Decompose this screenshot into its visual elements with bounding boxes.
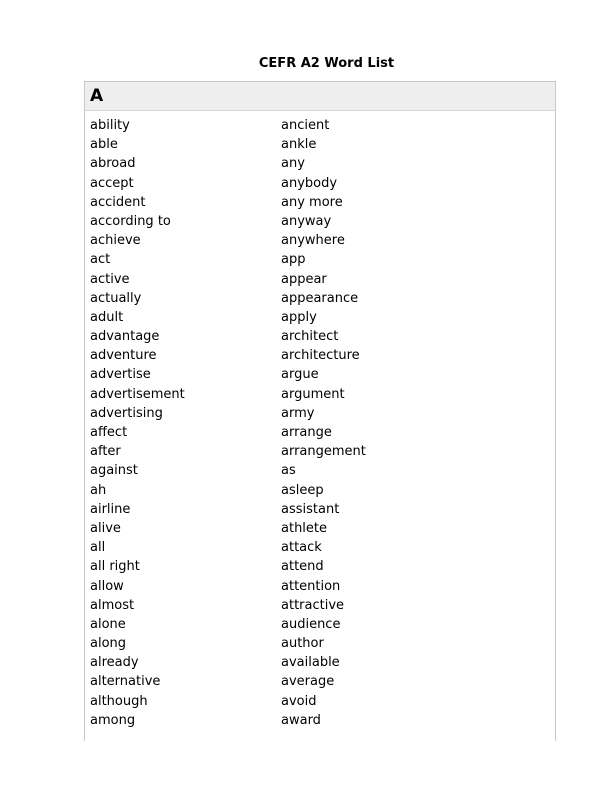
word-item: ah — [90, 482, 107, 498]
word-item: architecture — [281, 348, 360, 364]
word-item: among — [90, 712, 136, 728]
word-item: argue — [281, 367, 319, 383]
word-item: actually — [90, 290, 142, 306]
word-item: app — [281, 252, 306, 268]
word-item: any — [281, 156, 305, 172]
word-item: any more — [281, 194, 343, 210]
word-column-2 — [281, 118, 366, 732]
word-item: average — [281, 674, 335, 690]
word-item: anyway — [281, 213, 332, 229]
word-item: appear — [281, 271, 327, 287]
word-item: already — [90, 655, 139, 671]
word-item: act — [90, 252, 111, 268]
word-item: accept — [90, 175, 134, 191]
word-item: army — [281, 405, 315, 421]
word-item: alive — [90, 520, 121, 536]
word-item: allow — [90, 578, 124, 594]
word-item: advantage — [90, 329, 160, 345]
word-item: as — [281, 463, 296, 479]
word-item: all — [90, 540, 106, 556]
word-item: accident — [90, 194, 146, 210]
word-item: although — [90, 693, 148, 709]
word-item: argument — [281, 386, 345, 402]
word-item: affect — [90, 425, 128, 440]
word-item: along — [90, 636, 127, 652]
word-item: attractive — [281, 597, 345, 613]
word-item: airline — [90, 501, 131, 517]
word-item: ankle — [281, 137, 317, 153]
word-item: anybody — [281, 175, 338, 191]
word-item: almost — [90, 597, 135, 613]
word-item: attend — [281, 559, 324, 575]
word-item: adult — [90, 309, 124, 325]
word-item: able — [90, 137, 118, 153]
word-item: against — [90, 463, 138, 479]
word-item: audience — [281, 616, 341, 632]
word-item: achieve — [90, 233, 141, 249]
word-item: alternative — [90, 674, 161, 690]
word-item: apply — [281, 309, 317, 325]
page-title: CEFR A2 Word List — [258, 56, 395, 71]
word-item: ability — [90, 118, 130, 133]
word-item: after — [90, 444, 121, 460]
word-item: assistant — [281, 501, 340, 517]
word-item: award — [281, 712, 321, 728]
word-item: advertising — [90, 405, 163, 421]
word-column-1 — [90, 118, 185, 732]
section-letter: A — [90, 86, 104, 106]
word-item: appearance — [281, 290, 359, 306]
word-item: adventure — [90, 348, 157, 364]
word-item: all right — [90, 559, 140, 575]
word-item: athlete — [281, 520, 328, 536]
section-header — [85, 82, 555, 111]
word-item: attack — [281, 540, 322, 556]
word-item: anywhere — [281, 233, 345, 249]
word-item: asleep — [281, 482, 324, 498]
word-item: advertise — [90, 367, 151, 383]
word-item: active — [90, 271, 130, 287]
word-item: architect — [281, 329, 339, 345]
word-item: alone — [90, 616, 126, 632]
word-item: arrangement — [281, 444, 366, 460]
word-item: abroad — [90, 156, 136, 172]
word-item: arrange — [281, 425, 332, 440]
word-item: attention — [281, 578, 341, 594]
word-item: ancient — [281, 118, 330, 133]
word-item: advertisement — [90, 386, 185, 402]
word-item: author — [281, 636, 324, 652]
word-item: avoid — [281, 693, 317, 709]
word-item: available — [281, 655, 340, 671]
word-item: according to — [90, 213, 171, 229]
